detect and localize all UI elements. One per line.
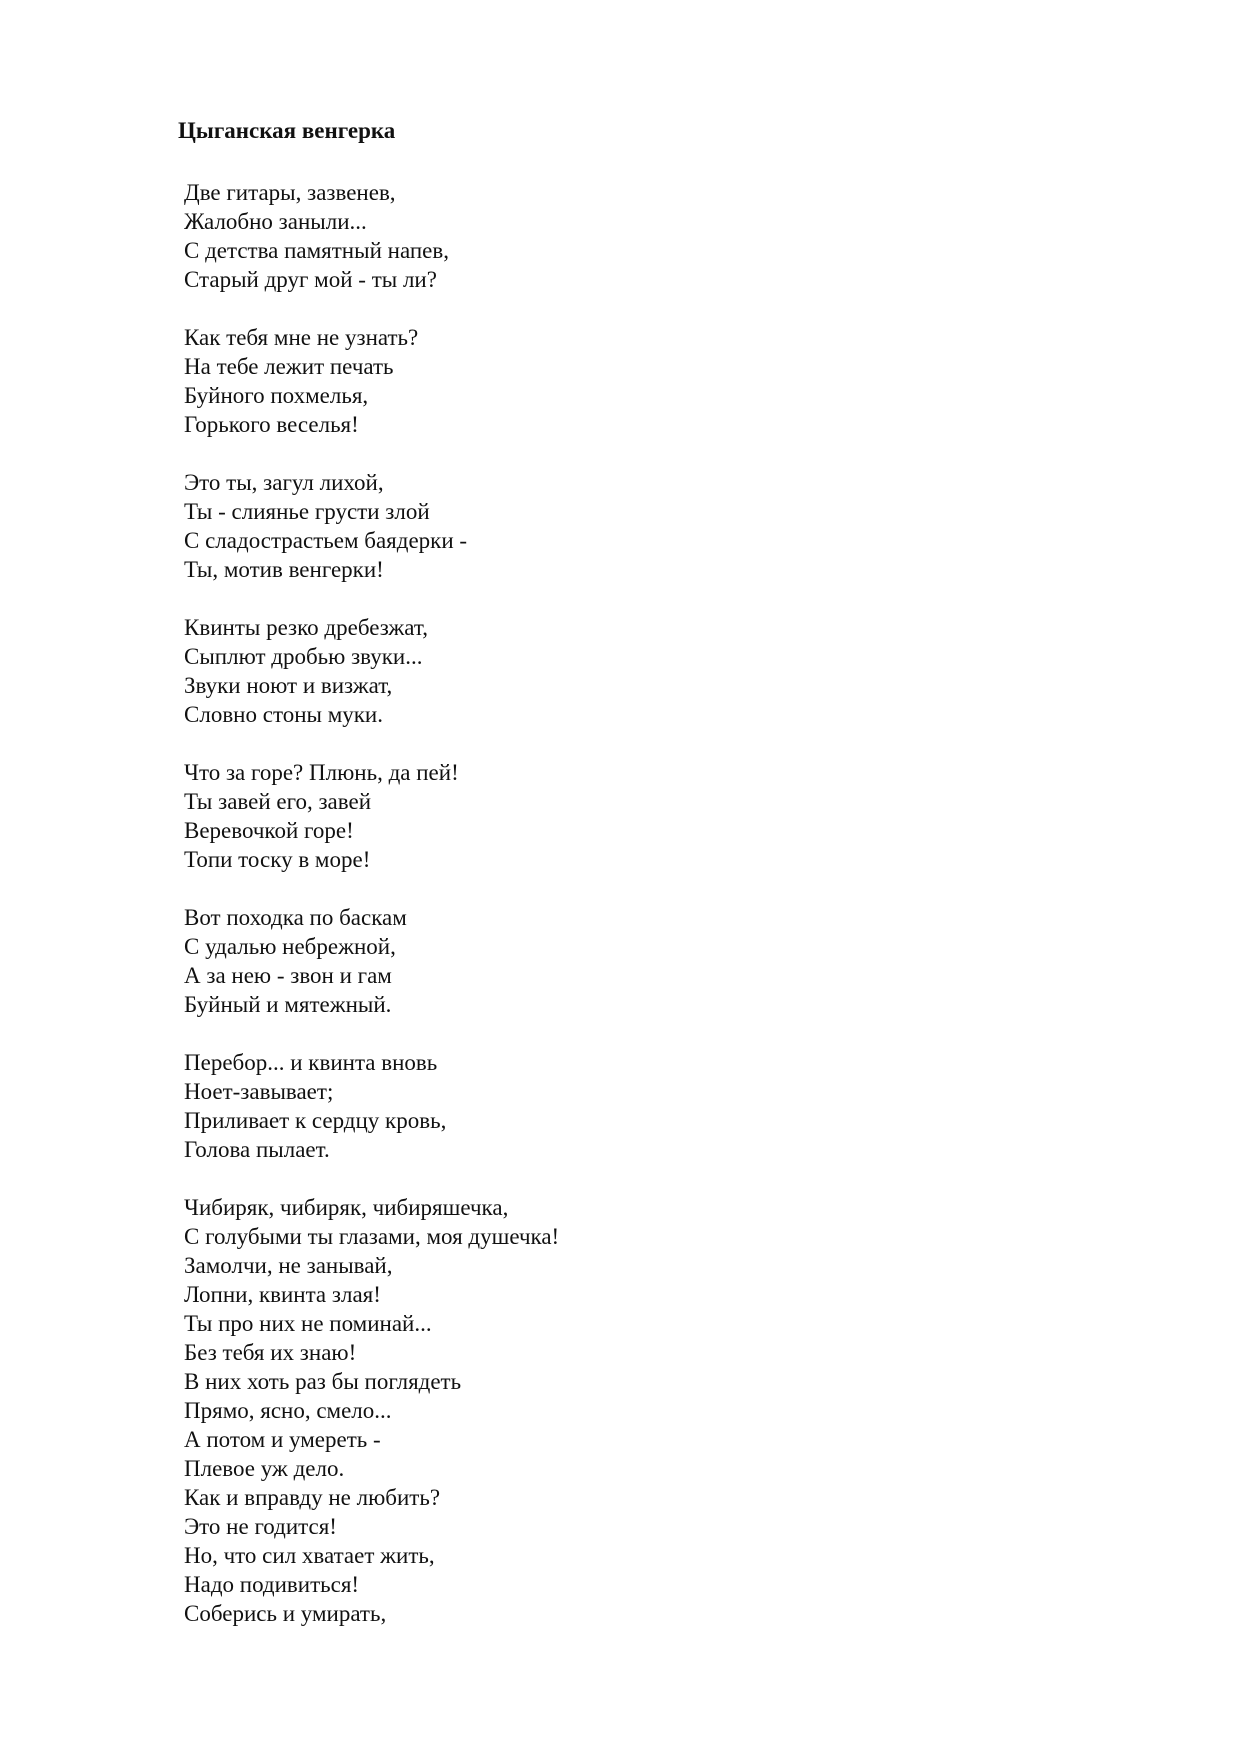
stanza [184, 613, 1184, 729]
poem-line: Буйного похмелья, [184, 383, 369, 408]
poem-line: На тебе лежит печать [184, 354, 394, 379]
poem-line: Голова пылает. [184, 1137, 330, 1162]
stanza [184, 1193, 1184, 1628]
poem-line: Две гитары, зазвенев, [184, 180, 396, 205]
poem-line: Ты - слиянье грусти злой [184, 499, 430, 524]
stanza [184, 468, 1184, 584]
poem-line: С голубыми ты глазами, моя душечка! [184, 1224, 560, 1249]
poem-body [184, 178, 1184, 1657]
poem-line: Плевое уж дело. [184, 1456, 345, 1481]
poem-line: Ты про них не поминай... [184, 1311, 432, 1336]
poem-line: Перебор... и квинта вновь [184, 1050, 438, 1075]
poem-line: В них хоть раз бы поглядеть [184, 1369, 462, 1394]
poem-line: Как тебя мне не узнать? [184, 325, 419, 350]
poem-line: Буйный и мятежный. [184, 992, 392, 1017]
poem-line: Старый друг мой - ты ли? [184, 267, 437, 292]
poem-line: Ноет-завывает; [184, 1079, 334, 1104]
poem-line: Как и вправду не любить? [184, 1485, 441, 1510]
poem-line: Горького веселья! [184, 412, 359, 437]
poem-line: Ты, мотив венгерки! [184, 557, 384, 582]
poem-line: Чибиряк, чибиряк, чибиряшечка, [184, 1195, 509, 1220]
poem-line: Сыплют дробью звуки... [184, 644, 423, 669]
poem-line: Но, что сил хватает жить, [184, 1543, 435, 1568]
poem-line: Прямо, ясно, смело... [184, 1398, 392, 1423]
poem-line: С детства памятный напев, [184, 238, 449, 263]
stanza [184, 178, 1184, 294]
poem-line: Звуки ноют и визжат, [184, 673, 393, 698]
stanza [184, 903, 1184, 1019]
poem-line: Это ты, загул лихой, [184, 470, 384, 495]
stanza [184, 1048, 1184, 1164]
poem-line: Топи тоску в море! [184, 847, 371, 872]
poem-line: Квинты резко дребезжат, [184, 615, 428, 640]
poem-line: Жалобно заныли... [184, 209, 367, 234]
poem-line: Вот походка по баскам [184, 905, 407, 930]
stanza [184, 323, 1184, 439]
poem-title: Цыганская венгерка [178, 118, 396, 143]
poem-line: Приливает к сердцу кровь, [184, 1108, 447, 1133]
poem-line: А потом и умереть - [184, 1427, 381, 1452]
stanza [184, 758, 1184, 874]
poem-line: Надо подивиться! [184, 1572, 360, 1597]
poem-line: Что за горе? Плюнь, да пей! [184, 760, 459, 785]
poem-line: Словно стоны муки. [184, 702, 383, 727]
poem-line: Это не годится! [184, 1514, 337, 1539]
poem-line: Веревочкой горе! [184, 818, 354, 843]
poem-line: С удалью небрежной, [184, 934, 396, 959]
poem-line: Замолчи, не занывай, [184, 1253, 393, 1278]
poem-line: Лопни, квинта злая! [184, 1282, 381, 1307]
poem-line: Соберись и умирать, [184, 1601, 387, 1626]
poem-line: А за нею - звон и гам [184, 963, 392, 988]
poem-line: Ты завей его, завей [184, 789, 371, 814]
poem-line: С сладострастьем баядерки - [184, 528, 468, 553]
poem-line: Без тебя их знаю! [184, 1340, 357, 1365]
